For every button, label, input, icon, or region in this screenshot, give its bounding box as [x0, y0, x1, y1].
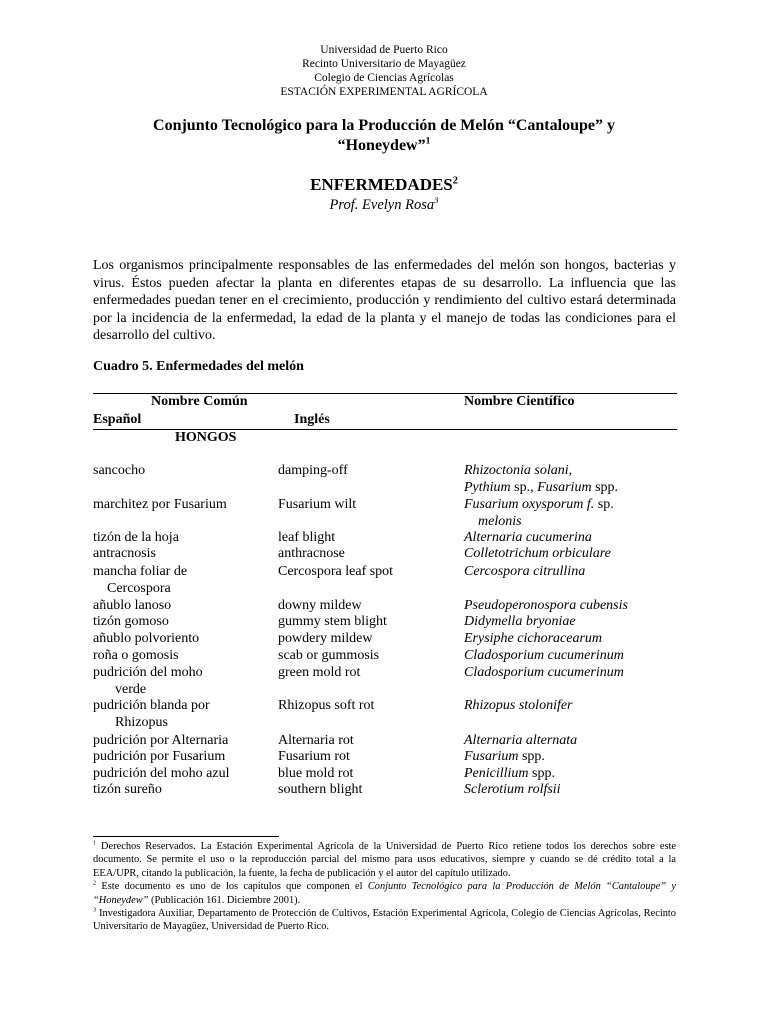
row-sancocho-scientific-2 [464, 480, 618, 497]
sci-spp: spp. [518, 749, 545, 764]
group-label-hongos: HONGOS [175, 430, 237, 445]
row-gummy-stem-spanish: tizón gomoso [93, 614, 169, 629]
header-spanish: Español [93, 412, 142, 427]
sci-penicillium: Penicillium [464, 766, 529, 781]
header-scientific-name: Nombre Científico [464, 394, 575, 409]
row-sancocho-scientific: Rhizoctonia solani, [464, 463, 573, 478]
footnote-2-number: 2 [93, 879, 97, 887]
row-downy-mildew-english: downy mildew [278, 598, 362, 613]
row-rhizopus-spanish-2 [93, 715, 168, 732]
cercospora-continuation: Cercospora [107, 581, 171, 596]
row-scab-spanish: roña o gomosis [93, 648, 179, 663]
title-line-1: Conjunto Tecnológico para la Producción de Melón “Cantaloupe” y [153, 117, 615, 134]
row-green-mold-spanish-2 [93, 682, 146, 699]
footnote-1 [93, 840, 676, 880]
footnote-2-text-a: Este documento es uno de los capítulos que componen el [96, 881, 368, 893]
title-line-2 [80, 136, 688, 156]
header-station: ESTACIÓN EXPERIMENTAL AGRÍCOLA [280, 86, 488, 98]
sci-pythium: Pythium [464, 480, 511, 495]
footnotes [93, 840, 676, 934]
section-footnote-ref: 2 [452, 175, 458, 187]
intro-paragraph: Los organismos principalmente responsables de las enfermedades del melón son hongos, bacterias y virus. Éstos pueden afectar la planta en diferentes etapas de su desarrollo. La influencia que las enfermedades puedan tener en el crecimiento, producción y rendimiento del cultivo estará determinada por la incidencia de la enfermedad, la edad de la planta y el manejo de todas las condiciones para el desarrollo del cultivo. [93, 258, 676, 343]
row-fusarium-wilt-scientific-2 [464, 514, 522, 531]
row-fusarium-wilt-scientific [464, 497, 614, 514]
header-campus: Recinto Universitario de Mayagüez [302, 58, 466, 70]
title-footnote-ref: 1 [425, 135, 431, 147]
row-fusarium-wilt-english: Fusarium wilt [278, 497, 357, 512]
row-alternaria-rot-scientific: Alternaria alternata [464, 733, 578, 748]
row-rhizopus-scientific: Rhizopus stolonifer [464, 698, 573, 713]
row-fusarium-rot-english: Fusarium rot [278, 749, 350, 764]
row-southern-blight-english: southern blight [278, 782, 363, 797]
row-cercospora-english: Cercospora leaf spot [278, 564, 394, 579]
footnote-3-text: Investigadora Auxiliar, Departamento de Protección de Cultivos, Estación Experimental Agrícola, Colegio de Ciencias Agrícolas, Recinto Universitario de Mayagüez, Universidad de Puerto Rico. [93, 908, 676, 933]
footnote-separator [93, 836, 279, 837]
row-anthracnose-spanish: antracnosis [93, 546, 156, 561]
row-powdery-mildew-spanish: añublo polvoriento [93, 631, 200, 646]
row-cercospora-spanish: mancha foliar de [93, 564, 188, 579]
row-blue-mold-scientific [464, 766, 555, 783]
footnote-2-publication-title: Conjunto Tecnológico para la Producción de Melón “Cantaloupe” y “Honeydew” [93, 881, 677, 906]
footnote-2 [93, 880, 676, 907]
row-rhizopus-spanish: pudrición blanda por [93, 698, 210, 713]
row-blue-mold-english: blue mold rot [278, 766, 354, 781]
row-powdery-mildew-scientific: Erysiphe cichoracearum [464, 631, 603, 646]
footnote-1-number: 1 [93, 839, 97, 847]
section-title-text: ENFERMEDADES [310, 175, 453, 194]
row-scab-english: scab or gummosis [278, 648, 380, 663]
row-leaf-blight-spanish: tizón de la hoja [93, 530, 179, 545]
footnote-1-text: Derechos Reservados. La Estación Experimental Agrícola de la Universidad de Puerto Rico retiene todos los derechos sobre este documento. Se permite el uso o la reproducción parcial del mismo para usos educativos, siempre y cuando se dé crédito total a la EEA/UPR, citando la publicación, la fuente, la fecha de publicación y el autor del capítulo utilizado. [93, 841, 676, 879]
row-gummy-stem-scientific: Didymella bryoniae [464, 614, 576, 629]
header-college: Colegio de Ciencias Agrícolas [314, 72, 454, 84]
author-footnote-ref: 3 [434, 195, 439, 206]
row-alternaria-rot-english: Alternaria rot [278, 733, 354, 748]
sci-sp: sp., [510, 480, 538, 495]
row-southern-blight-spanish: tizón sureño [93, 782, 162, 797]
row-sancocho-english: damping-off [278, 463, 348, 478]
row-gummy-stem-english: gummy stem blight [278, 614, 387, 629]
author-line [0, 196, 768, 214]
row-blue-mold-spanish: pudrición del moho azul [93, 766, 230, 781]
sci-melonis: melonis [478, 514, 522, 529]
sci-sp: sp. [594, 497, 614, 512]
row-green-mold-spanish: pudrición del moho [93, 665, 203, 680]
row-leaf-blight-scientific: Alternaria cucumerina [464, 530, 592, 545]
row-leaf-blight-english: leaf blight [278, 530, 336, 545]
row-cercospora-spanish-2 [93, 581, 171, 598]
rhizopus-continuation: Rhizopus [115, 715, 168, 730]
sci-fusarium-oxysporum: Fusarium oxysporum f. [464, 497, 595, 512]
title-line-2-text: “Honeydew” [337, 137, 426, 154]
row-alternaria-rot-spanish: pudrición por Alternaria [93, 733, 229, 748]
sci-fusarium: Fusarium [537, 480, 592, 495]
row-rhizopus-english: Rhizopus soft rot [278, 698, 375, 713]
row-green-mold-scientific: Cladosporium cucumerinum [464, 665, 624, 680]
author-name: Prof. Evelyn Rosa [329, 197, 435, 213]
table-caption: Cuadro 5. Enfermedades del melón [93, 359, 304, 374]
header-english: Inglés [294, 412, 330, 427]
row-southern-blight-scientific: Sclerotium rolfsii [464, 782, 561, 797]
row-cercospora-scientific: Cercospora citrullina [464, 564, 586, 579]
row-scab-scientific: Cladosporium cucumerinum [464, 648, 624, 663]
row-fusarium-rot-spanish: pudrición por Fusarium [93, 749, 226, 764]
sci-fusarium: Fusarium [464, 749, 519, 764]
sci-spp: spp. [528, 766, 555, 781]
row-sancocho-spanish: sancocho [93, 463, 146, 478]
header-university: Universidad de Puerto Rico [320, 44, 448, 56]
header-common-name: Nombre Común [151, 394, 248, 409]
row-downy-mildew-spanish: añublo lanoso [93, 598, 172, 613]
document-title [80, 116, 688, 156]
row-downy-mildew-scientific: Pseudoperonospora cubensis [464, 598, 628, 613]
row-anthracnose-english: anthracnose [278, 546, 345, 561]
institution-header [0, 43, 768, 99]
green-mold-continuation: verde [115, 682, 147, 697]
row-green-mold-english: green mold rot [278, 665, 361, 680]
row-powdery-mildew-english: powdery mildew [278, 631, 373, 646]
row-anthracnose-scientific: Colletotrichum orbiculare [464, 546, 611, 561]
footnote-3 [93, 907, 676, 934]
footnote-2-text-c: (Publicación 161. Diciembre 2001). [148, 894, 301, 906]
row-fusarium-rot-scientific [464, 749, 545, 766]
sci-spp: spp. [591, 480, 619, 495]
row-fusarium-wilt-spanish: marchitez por Fusarium [93, 497, 227, 512]
footnote-3-number: 3 [93, 906, 97, 914]
section-title [0, 175, 768, 195]
